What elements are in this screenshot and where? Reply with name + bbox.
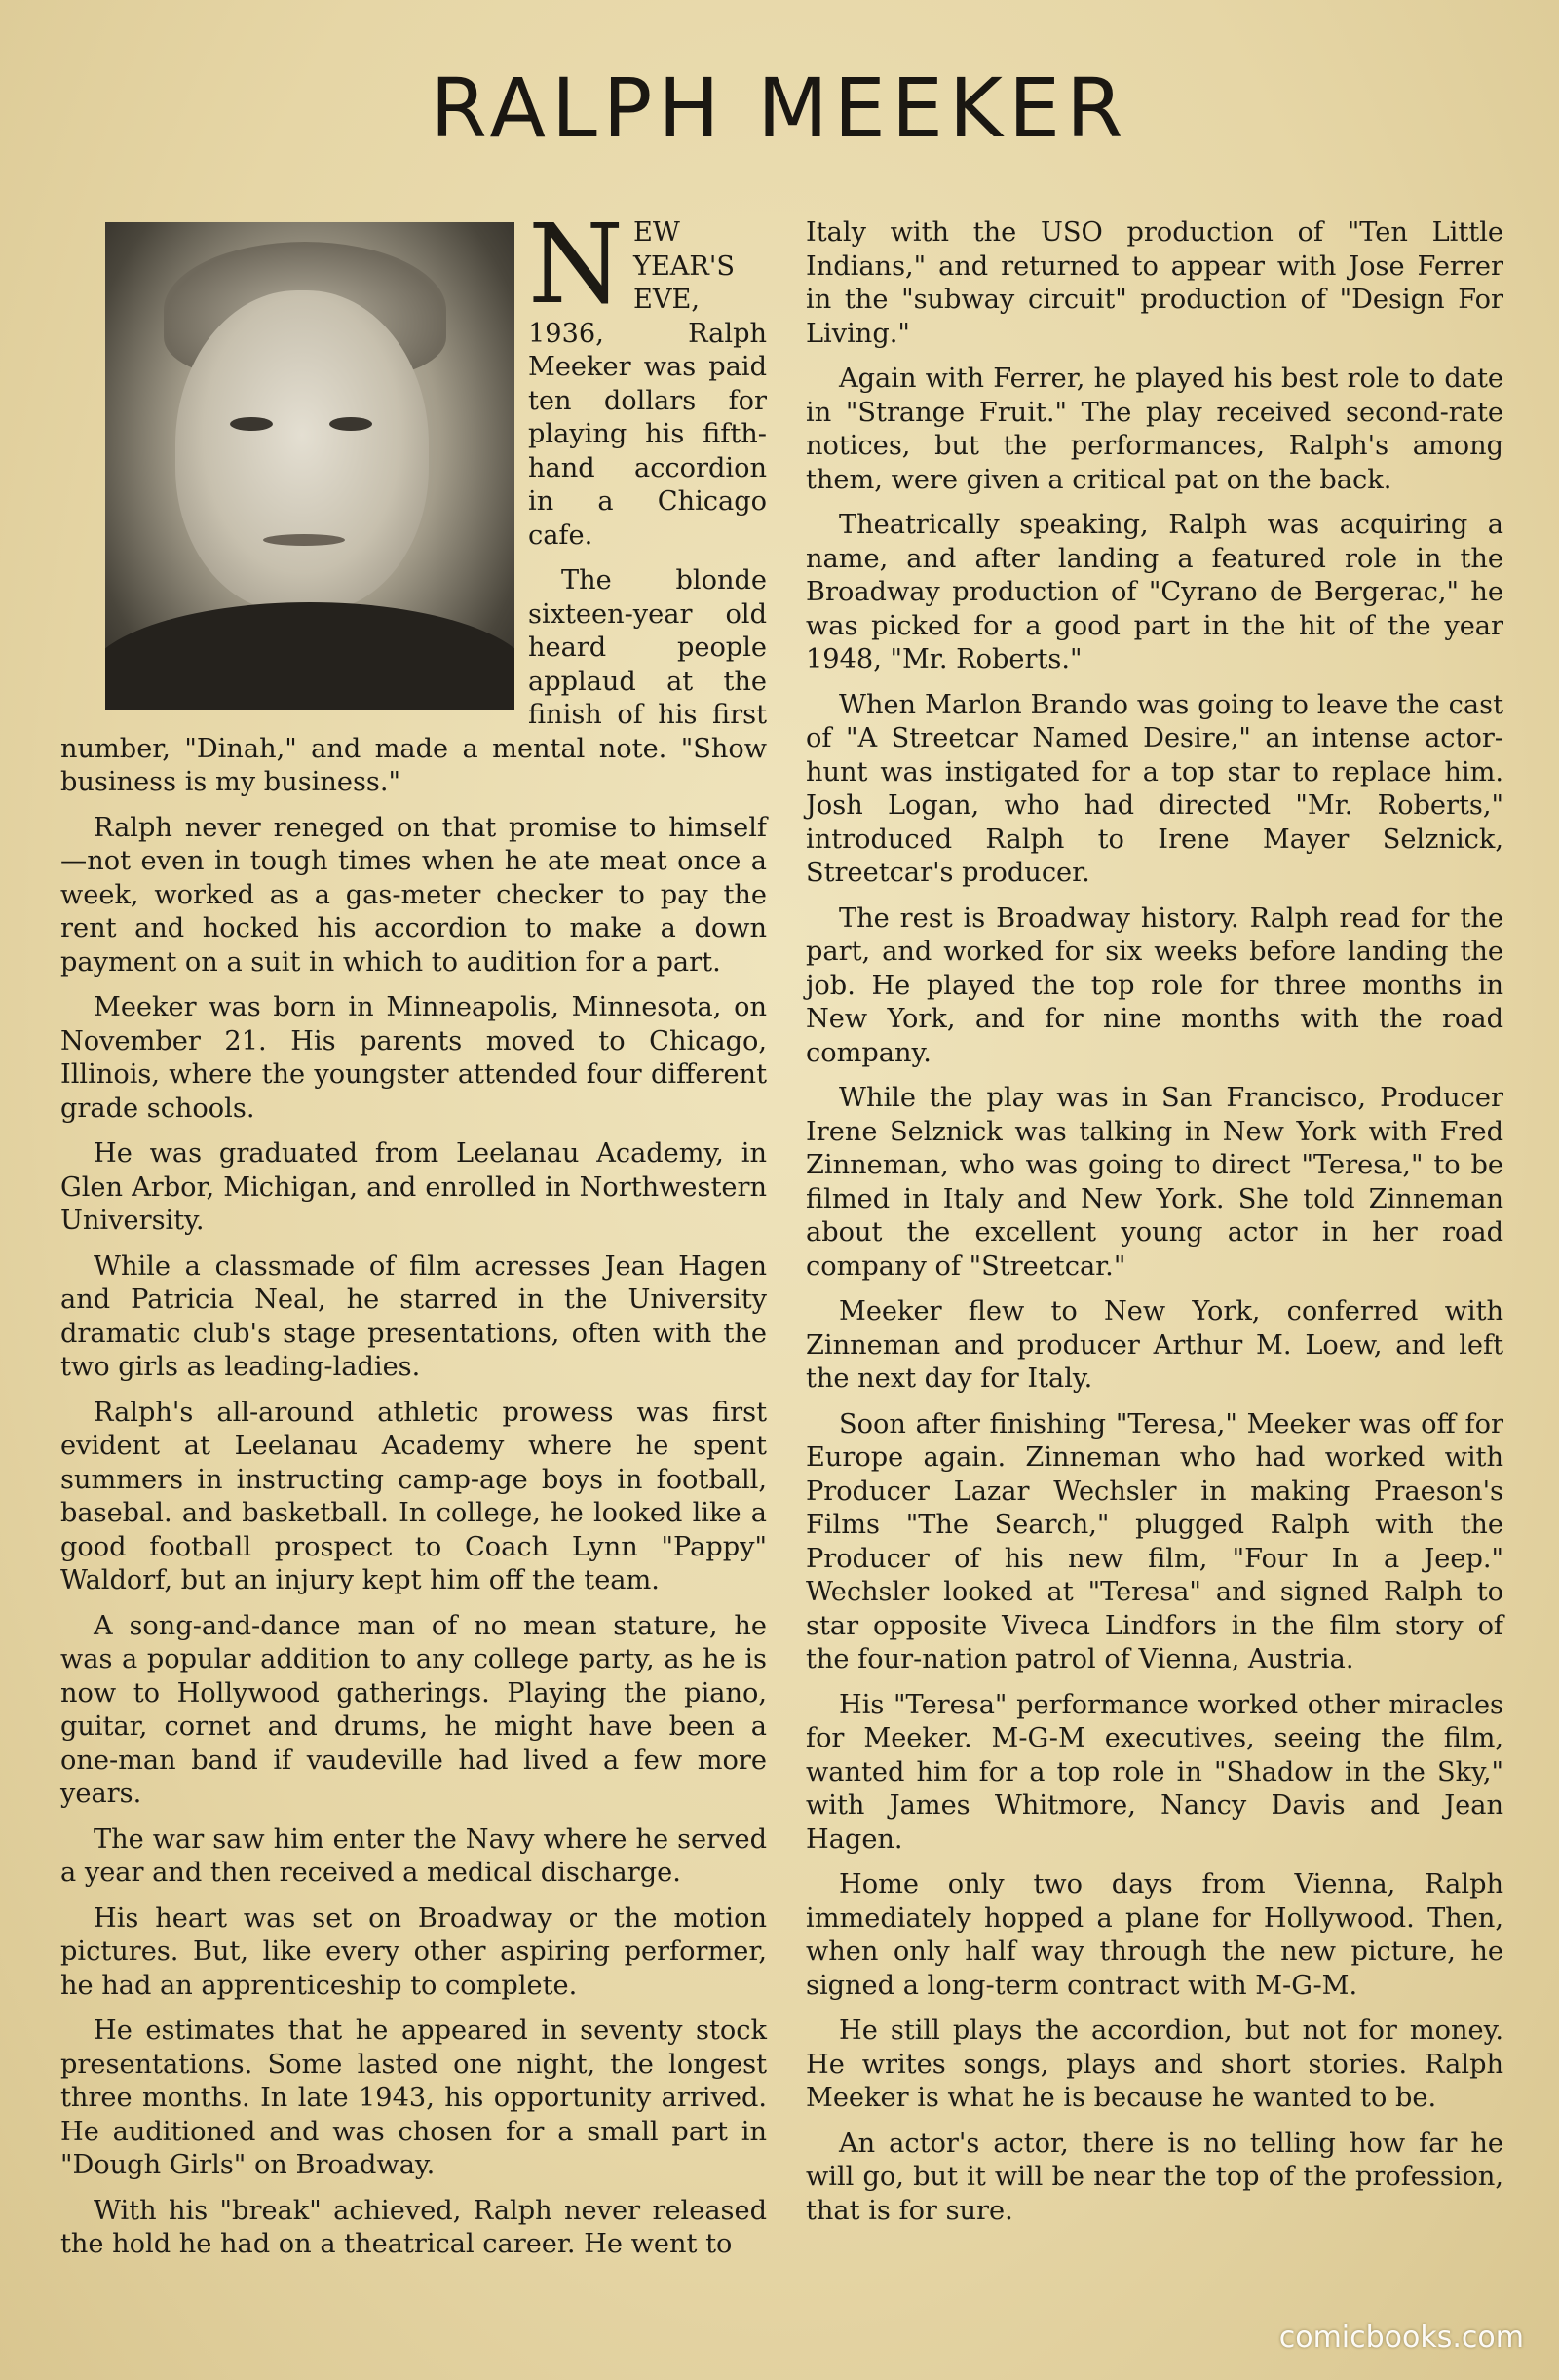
paragraph: A song-and-dance man of no mean stature, he was a popular addition to any college party, as he is now to Hollywood gatherings. Playing the piano, guitar, cornet and drums, he might have been a one-man band if vaudeville had lived a few more years. xyxy=(60,1610,767,1809)
opening-text: EW YEAR'S EVE, 1936, Ralph Meeker was paid ten dollars for playing his fifth-hand accordion in a Chicago cafe. xyxy=(528,217,767,551)
continued-paragraph: Italy with the USO production of "Ten Little Indians," and returned to appear with Jose Ferrer in the "subway circuit" production of "Design For Living." xyxy=(806,217,1503,349)
paragraph: His heart was set on Broadway or the motion pictures. But, like every other aspiring performer, he had an apprenticeship to complete. xyxy=(60,1902,767,2001)
paragraph: Ralph's all-around athletic prowess was first evident at Leelanau Academy where he spent summers in instructing camp-age boys in football, basebal. and basketball. In college, he looked like a good football prospect to Coach Lynn "Pappy" Waldorf, but an injury kept him off the team. xyxy=(60,1397,767,1595)
paragraph: With his "break" achieved, Ralph never released the hold he had on a theatrical career. He went to xyxy=(60,2195,767,2259)
left-column xyxy=(60,202,767,2274)
portrait-image xyxy=(105,222,514,710)
paragraph: He estimates that he appeared in seventy stock presentations. Some lasted one night, the longest three months. In late 1943, his opportunity arrived. He auditioned and was chosen for a small part in "Dough Girls" on Broadway. xyxy=(60,2015,767,2180)
paragraph: He was graduated from Leelanau Academy, in Glen Arbor, Michigan, and enrolled in Northwestern University. xyxy=(60,1138,767,1236)
paragraph: The blonde sixteen-year old heard people applaud at the finish of his first number, "Dinah," and made a mental note. "Show business is my business." xyxy=(60,565,767,797)
right-column xyxy=(806,216,1503,2240)
site-watermark: comicbooks.com xyxy=(1278,2321,1524,2355)
paragraph: Again with Ferrer, he played his best role to date in "Strange Fruit." The play received second-rate notices, but the performances, Ralph's among them, were given a critical pat on the back. xyxy=(806,364,1503,495)
paragraph: He still plays the accordion, but not for money. He writes songs, plays and short stories. Ralph Meeker is what he is because he wanted to be. xyxy=(806,2015,1503,2113)
paragraph: Ralph never reneged on that promise to himself —not even in tough times when he ate meat once a week, worked as a gas-meter checker to pay the rent and hocked his accordion to make a down payment on a suit in which to audition for a part. xyxy=(60,812,767,978)
paragraph: Meeker flew to New York, conferred with Zinneman and producer Arthur M. Loew, and left the next day for Italy. xyxy=(806,1296,1503,1394)
paragraph: While the play was in San Francisco, Producer Irene Selznick was talking in New York with Fred Zinneman, who was going to direct "Teresa," to be filmed in Italy and New York. She told Zinneman about the excellent young actor in her road company of "Streetcar." xyxy=(806,1083,1503,1282)
paragraph: Meeker was born in Minneapolis, Minnesota, on November 21. His parents moved to Chicago, Illinois, where the youngster attended four different grade schools. xyxy=(60,992,767,1124)
paragraph: The rest is Broadway history. Ralph read for the part, and worked for six weeks before landing the job. He played the top role for three months in New York, and for nine months with the road company. xyxy=(806,902,1503,1068)
paragraph: While a classmade of film acresses Jean Hagen and Patricia Neal, he starred in the University dramatic club's stage presentations, often with the two girls as leading-ladies. xyxy=(60,1250,767,1382)
portrait-photo xyxy=(105,222,514,717)
page-title: RALPH MEEKER xyxy=(430,60,1129,156)
paragraph: His "Teresa" performance worked other miracles for Meeker. M-G-M executives, seeing the film, wanted him for a top role in "Shadow in the Sky," with James Whitmore, Nancy Davis and Jean Hagen. xyxy=(806,1689,1503,1855)
drop-cap: N xyxy=(528,202,624,328)
paragraph: When Marlon Brando was going to leave the cast of "A Streetcar Named Desire," an intense actor-hunt was instigated for a top star to replace him. Josh Logan, who had directed "Mr. Roberts," introduced Ralph to Irene Mayer Selznick, Streetcar's producer. xyxy=(806,689,1503,888)
paragraph: An actor's actor, there is no telling how far he will go, but it will be near the top of the profession, that is for sure. xyxy=(806,2128,1503,2226)
paragraph: Home only two days from Vienna, Ralph immediately hopped a plane for Hollywood. Then, when only half way through the new picture, he signed a long-term contract with M-G-M. xyxy=(806,1869,1503,2001)
paragraph: The war saw him enter the Navy where he served a year and then received a medical discharge. xyxy=(60,1823,767,1888)
paragraph: Theatrically speaking, Ralph was acquiring a name, and after landing a featured role in the Broadway production of "Cyrano de Bergerac," he was picked for a good part in the hit of the year 1948, "Mr. Roberts." xyxy=(806,510,1503,674)
paragraph: Soon after finishing "Teresa," Meeker was off for Europe again. Zinneman who had worked with Producer Lazar Wechsler in making Praeson's Films "The Search," plugged Ralph with the Producer of his new film, "Four In a Jeep." Wechsler looked at "Teresa" and signed Ralph to star opposite Viveca Lindfors in the film story of the four-nation patrol of Vienna, Austria. xyxy=(806,1408,1503,1674)
